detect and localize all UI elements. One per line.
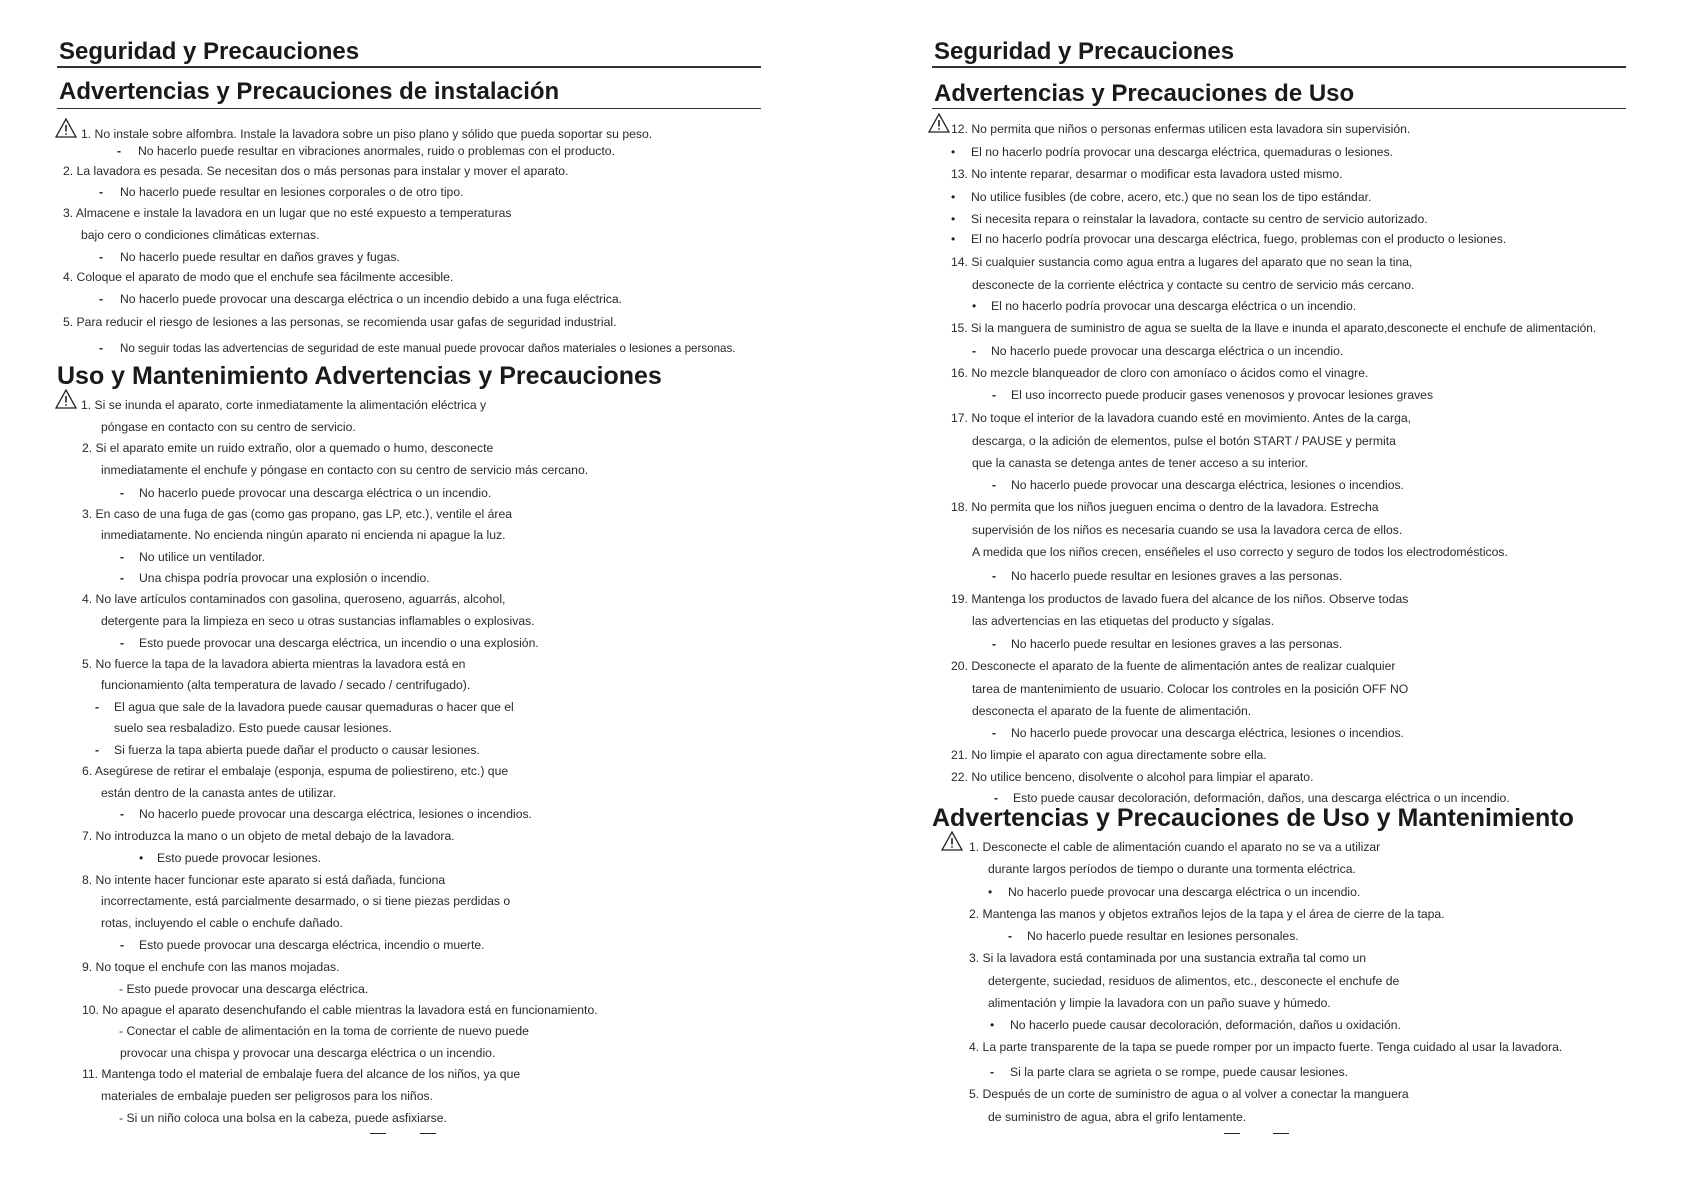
use-item-1: 1. Si se inunda el aparato, corte inmediatamente la alimentación eléctrica y: [81, 398, 487, 412]
page-number-mark: [370, 1133, 386, 1134]
use-note-5b: Si fuerza la tapa abierta puede dañar el producto o causar lesiones.: [114, 743, 480, 757]
use-note-3b: Una chispa podría provocar una explosión o incendio.: [139, 571, 430, 585]
dash-marker: -: [992, 388, 997, 402]
use-note-14: El no hacerlo podría provocar una descarga eléctrica o un incendio.: [991, 299, 1357, 313]
use-note-19: No hacerlo puede resultar en lesiones graves a las personas.: [1011, 637, 1343, 651]
use-item-1-cont: póngase en contacto con su centro de servicio.: [101, 420, 356, 434]
use-item-20-cont1: tarea de mantenimiento de usuario. Colocar los controles en la posición OFF NO: [972, 682, 1409, 696]
maint-note-2: No hacerlo puede resultar en lesiones personales.: [1027, 929, 1299, 943]
use-note-7: Esto puede provocar lesiones.: [157, 851, 321, 865]
maint-note-3: No hacerlo puede causar decoloración, deformación, daños u oxidación.: [1010, 1018, 1401, 1032]
use-item-3-cont: inmediatamente. No encienda ningún aparato ni encienda ni apague la luz.: [101, 528, 506, 542]
use-item-4: 4. No lave artículos contaminados con gasolina, queroseno, aguarrás, alcohol,: [82, 592, 506, 606]
use-note-13b: Si necesita repara o reinstalar la lavadora, contacte su centro de servicio autorizado.: [971, 212, 1428, 226]
use-note-18: No hacerlo puede resultar en lesiones graves a las personas.: [1011, 569, 1343, 583]
dash-marker: -: [994, 791, 999, 805]
dash-marker: -: [99, 250, 104, 264]
install-item-3: 3. Almacene e instale la lavadora en un lugar que no esté expuesto a temperaturas: [63, 206, 512, 220]
use-note-5a-cont: suelo sea resbaladizo. Esto puede causar lesiones.: [114, 721, 392, 735]
use-note-17: No hacerlo puede provocar una descarga eléctrica, lesiones o incendios.: [1011, 478, 1404, 492]
use-item-15: 15. Si la manguera de suministro de agua se suelta de la llave e inunda el aparato,desconecte el enchufe de alimentación.: [951, 321, 1597, 335]
dash-marker: -: [120, 938, 125, 952]
use-item-20-cont2: desconecta el aparato de la fuente de alimentación.: [972, 704, 1252, 718]
use-note-13a: No utilice fusibles (de cobre, acero, etc.) que no sean los de tipo estándar.: [971, 190, 1372, 204]
dash-marker: -: [992, 478, 997, 492]
use-item-12: 12. No permita que niños o personas enfermas utilicen esta lavadora sin supervisión.: [951, 122, 1411, 136]
use-item-17-cont2: que la canasta se detenga antes de tener acceso a su interior.: [972, 456, 1309, 470]
use-item-16: 16. No mezcle blanqueador de cloro con amoníaco o ácidos como el vinagre.: [951, 366, 1369, 380]
bullet-marker: •: [990, 1018, 995, 1032]
use-item-9: 9. No toque el enchufe con las manos mojadas.: [82, 960, 340, 974]
maint-item-1: 1. Desconecte el cable de alimentación cuando el aparato no se va a utilizar: [969, 840, 1381, 854]
install-note-2: No hacerlo puede resultar en lesiones corporales o de otro tipo.: [120, 185, 464, 199]
dash-marker: -: [990, 1065, 995, 1079]
use-item-2-cont: inmediatamente el enchufe y póngase en contacto con su centro de servicio más cercano.: [101, 463, 589, 477]
install-title-rule: [57, 108, 761, 109]
warning-triangle-icon: [55, 389, 77, 409]
maint-item-3: 3. Si la lavadora está contaminada por una sustancia extraña tal como un: [969, 951, 1367, 965]
dash-marker: -: [117, 144, 122, 158]
use-item-8-cont2: rotas, incluyendo el cable o enchufe dañado.: [101, 916, 343, 930]
bullet-marker: •: [972, 299, 977, 313]
use-item-18-cont1: supervisión de los niños es necesaria cuando se usa la lavadora cerca de ellos.: [972, 523, 1403, 537]
use-item-8: 8. No intente hacer funcionar este aparato si está dañada, funciona: [82, 873, 446, 887]
dash-marker: -: [992, 726, 997, 740]
use-item-7: 7. No introduzca la mano o un objeto de metal debajo de la lavadora.: [82, 829, 455, 843]
use-item-22: 22. No utilice benceno, disolvente o alcohol para limpiar el aparato.: [951, 770, 1314, 784]
use-item-20: 20. Desconecte el aparato de la fuente de alimentación antes de realizar cualquier: [951, 659, 1396, 673]
dash-marker: -: [120, 486, 125, 500]
use-note-3a: No utilice un ventilador.: [139, 550, 266, 564]
right-section-title: Seguridad y Precauciones: [934, 38, 1235, 65]
use-item-3: 3. En caso de una fuga de gas (como gas propano, gas LP, etc.), ventile el área: [82, 507, 513, 521]
bullet-marker: •: [951, 145, 956, 159]
use-note-2: No hacerlo puede provocar una descarga eléctrica o un incendio.: [139, 486, 492, 500]
use-note-6: No hacerlo puede provocar una descarga eléctrica, lesiones o incendios.: [139, 807, 532, 821]
maint-item-1-cont: durante largos períodos de tiempo o durante una tormenta eléctrica.: [988, 862, 1356, 876]
use-note-11: - Si un niño coloca una bolsa en la cabeza, puede asfixiarse.: [119, 1111, 447, 1125]
install-item-3-cont: bajo cero o condiciones climáticas externas.: [81, 228, 320, 242]
use-maint-title-right: Advertencias y Precauciones de Uso y Mantenimiento: [932, 804, 1574, 832]
use-note-12: El no hacerlo podría provocar una descarga eléctrica, quemaduras o lesiones.: [971, 145, 1394, 159]
dash-marker: -: [99, 185, 104, 199]
bullet-marker: •: [951, 190, 956, 204]
use-item-18-cont2: A medida que los niños crecen, enséñeles el uso correcto y seguro de todos los electrodomésticos.: [972, 545, 1508, 559]
use-item-11: 11. Mantenga todo el material de embalaje fuera del alcance de los niños, ya que: [82, 1067, 521, 1081]
use-maint-title: Uso y Mantenimiento Advertencias y Precauciones: [57, 362, 662, 390]
use-item-14: 14. Si cualquier sustancia como agua entra a lugares del aparato que no sean la tina,: [951, 255, 1413, 269]
use-note-4: Esto puede provocar una descarga eléctrica, un incendio o una explosión.: [139, 636, 539, 650]
install-item-1: 1. No instale sobre alfombra. Instale la lavadora sobre un piso plano y sólido que pueda soportar su peso.: [81, 127, 653, 141]
page-number-mark: [1224, 1133, 1240, 1134]
dash-marker: -: [120, 807, 125, 821]
install-note-3: No hacerlo puede resultar en daños graves y fugas.: [120, 250, 400, 264]
dash-marker: -: [120, 550, 125, 564]
use-item-14-cont: desconecte de la corriente eléctrica y contacte su centro de servicio más cercano.: [972, 278, 1415, 292]
use-item-2: 2. Si el aparato emite un ruido extraño, olor a quemado o humo, desconecte: [82, 441, 494, 455]
use-item-6-cont: están dentro de la canasta antes de utilizar.: [101, 786, 337, 800]
bullet-marker: •: [988, 885, 993, 899]
dash-marker: -: [1008, 929, 1013, 943]
use-item-13: 13. No intente reparar, desarmar o modificar esta lavadora usted mismo.: [951, 167, 1343, 181]
use-item-5: 5. No fuerce la tapa de la lavadora abierta mientras la lavadora está en: [82, 657, 466, 671]
maint-item-4: 4. La parte transparente de la tapa se puede romper por un impacto fuerte. Tenga cuidado al usar la lavadora.: [969, 1040, 1563, 1054]
install-note-5: No seguir todas las advertencias de seguridad de este manual puede provocar daños materiales o lesiones a personas.: [120, 342, 736, 355]
use-title-rule: [932, 108, 1626, 109]
use-item-6: 6. Asegúrese de retirar el embalaje (esponja, espuma de poliestireno, etc.) que: [82, 764, 509, 778]
install-note-1: No hacerlo puede resultar en vibraciones anormales, ruido o problemas con el producto.: [138, 144, 615, 158]
right-title-rule: [932, 66, 1626, 68]
bullet-marker: •: [951, 212, 956, 226]
use-note-10-cont: provocar una chispa y provocar una descarga eléctrica o un incendio.: [120, 1046, 496, 1060]
install-item-4: 4. Coloque el aparato de modo que el enchufe sea fácilmente accesible.: [63, 270, 454, 284]
use-item-19: 19. Mantenga los productos de lavado fuera del alcance de los niños. Observe todas: [951, 592, 1409, 606]
use-item-8-cont1: incorrectamente, está parcialmente desarmado, o si tiene piezas perdidas o: [101, 894, 511, 908]
page-number-mark: [420, 1133, 436, 1134]
warning-triangle-icon: [55, 118, 77, 138]
install-note-4: No hacerlo puede provocar una descarga eléctrica o un incendio debido a una fuga eléctrica.: [120, 292, 623, 306]
warning-triangle-icon: [928, 113, 950, 133]
use-item-11-cont: materiales de embalaje pueden ser peligrosos para los niños.: [101, 1089, 433, 1103]
bullet-marker: •: [951, 232, 956, 246]
use-note-10: - Conectar el cable de alimentación en la toma de corriente de nuevo puede: [119, 1024, 529, 1038]
use-item-17: 17. No toque el interior de la lavadora cuando esté en movimiento. Antes de la carga,: [951, 411, 1412, 425]
maint-item-5: 5. Después de un corte de suministro de agua o al volver a conectar la manguera: [969, 1087, 1409, 1101]
use-note-15: No hacerlo puede provocar una descarga eléctrica o un incendio.: [991, 344, 1344, 358]
maint-item-3-cont2: alimentación y limpie la lavadora con un paño suave y húmedo.: [988, 996, 1331, 1010]
left-section-title: Seguridad y Precauciones: [59, 38, 360, 65]
dash-marker: -: [992, 569, 997, 583]
install-item-2: 2. La lavadora es pesada. Se necesitan dos o más personas para instalar y mover el aparato.: [63, 164, 569, 178]
use-item-5-cont: funcionamiento (alta temperatura de lavado / secado / centrifugado).: [101, 678, 471, 692]
maint-item-2: 2. Mantenga las manos y objetos extraños lejos de la tapa y el área de cierre de la tapa.: [969, 907, 1445, 921]
use-note-20: No hacerlo puede provocar una descarga eléctrica, lesiones o incendios.: [1011, 726, 1404, 740]
use-item-17-cont1: descarga, o la adición de elementos, pulse el botón START / PAUSE y permita: [972, 434, 1396, 448]
install-item-5: 5. Para reducir el riesgo de lesiones a las personas, se recomienda usar gafas de seguridad industrial.: [63, 315, 617, 329]
install-title: Advertencias y Precauciones de instalación: [59, 78, 560, 105]
maint-note-4: Si la parte clara se agrieta o se rompe, puede causar lesiones.: [1010, 1065, 1349, 1079]
dash-marker: -: [120, 571, 125, 585]
maint-item-3-cont1: detergente, suciedad, residuos de alimentos, etc., desconecte el enchufe de: [988, 974, 1400, 988]
use-item-4-cont: detergente para la limpieza en seco u otras sustancias inflamables o explosivas.: [101, 614, 535, 628]
use-note-9: - Esto puede provocar una descarga eléctrica.: [119, 982, 369, 996]
use-note-13c: El no hacerlo podría provocar una descarga eléctrica, fuego, problemas con el producto o lesiones.: [971, 232, 1507, 246]
use-note-16: El uso incorrecto puede producir gases venenosos y provocar lesiones graves: [1011, 388, 1434, 402]
bullet-marker: •: [139, 851, 144, 865]
use-item-21: 21. No limpie el aparato con agua directamente sobre ella.: [951, 748, 1267, 762]
use-item-18: 18. No permita que los niños jueguen encima o dentro de la lavadora. Estrecha: [951, 500, 1379, 514]
maint-item-5-cont: de suministro de agua, abra el grifo lentamente.: [988, 1110, 1247, 1124]
dash-marker: -: [120, 636, 125, 650]
use-note-5a: El agua que sale de la lavadora puede causar quemaduras o hacer que el: [114, 700, 514, 714]
warning-triangle-icon: [941, 831, 963, 851]
dash-marker: -: [992, 637, 997, 651]
use-note-8: Esto puede provocar una descarga eléctrica, incendio o muerte.: [139, 938, 485, 952]
left-title-rule: [57, 66, 761, 68]
maint-note-1: No hacerlo puede provocar una descarga eléctrica o un incendio.: [1008, 885, 1361, 899]
use-note-22: Esto puede causar decoloración, deformación, daños, una descarga eléctrica o un incendio.: [1013, 791, 1510, 805]
page-number-mark: [1273, 1133, 1289, 1134]
dash-marker: -: [99, 341, 104, 355]
use-title: Advertencias y Precauciones de Uso: [934, 80, 1355, 107]
dash-marker: -: [95, 700, 100, 714]
use-item-19-cont: las advertencias en las etiquetas del producto y sígalas.: [972, 614, 1275, 628]
dash-marker: -: [99, 292, 104, 306]
use-item-10: 10. No apague el aparato desenchufando el cable mientras la lavadora está en funcionamiento.: [82, 1003, 598, 1017]
dash-marker: -: [972, 344, 977, 358]
dash-marker: -: [95, 743, 100, 757]
